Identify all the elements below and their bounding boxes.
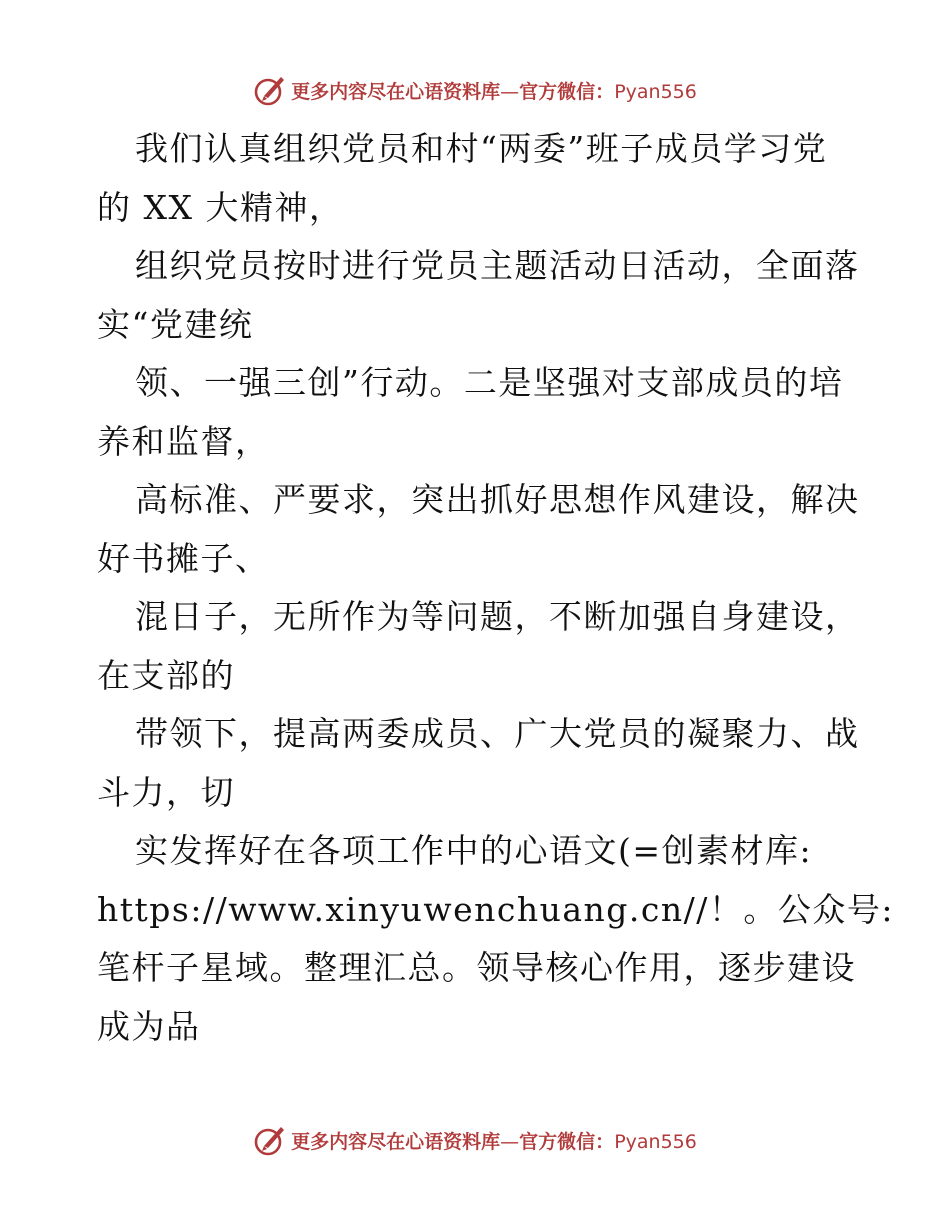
body-line: 在支部的 — [97, 655, 235, 695]
body-line: 领、一强三创”行动。二是坚强对支部成员的培 — [135, 363, 844, 402]
watermark-wechat-id: Pyan556 — [614, 1130, 697, 1153]
body-line: 实发挥好在各项工作中的心语文(=创素材库: — [135, 831, 813, 870]
body-line: 混日子，无所作为等问题，不断加强自身建设， — [135, 597, 860, 636]
watermark-wechat-label: 官方微信： — [519, 1130, 615, 1153]
quill-pen-circle-icon — [253, 1123, 287, 1157]
body-line: 我们认真组织党员和村“两委”班子成员学习党 — [135, 129, 828, 168]
document-body — [97, 120, 894, 1056]
body-line: 组织党员按时进行党员主题活动日活动，全面落 — [135, 246, 860, 285]
watermark-wechat-label: 官方微信： — [519, 80, 615, 103]
quill-pen-circle-icon — [253, 73, 287, 107]
body-line: 斗力，切 — [97, 772, 235, 812]
body-line: https://www.xinyuwenchuang.cn//！。公众号: — [97, 889, 894, 929]
header-watermark — [0, 70, 950, 110]
body-line: 成为品 — [97, 1006, 201, 1046]
watermark-dash: — — [500, 1130, 520, 1153]
footer-watermark — [0, 1120, 950, 1160]
body-line: 养和监督， — [97, 421, 270, 461]
watermark-text — [291, 1127, 697, 1154]
watermark-site-text: 更多内容尽在心语资料库 — [291, 80, 501, 103]
watermark-text — [291, 77, 697, 104]
body-line: 笔杆子星域。整理汇总。领导核心作用，逐步建设 — [97, 948, 856, 987]
body-line: 高标准、严要求，突出抓好思想作风建设，解决 — [135, 480, 860, 519]
body-line: 带领下，提高两委成员、广大党员的凝聚力、战 — [135, 714, 860, 753]
watermark-dash: — — [500, 80, 520, 103]
watermark-site-text: 更多内容尽在心语资料库 — [291, 1130, 501, 1153]
watermark-wechat-id: Pyan556 — [614, 80, 697, 103]
body-line: 好书摊子、 — [97, 538, 270, 578]
body-line: 的 XX 大精神， — [97, 187, 344, 227]
body-line: 实“党建统 — [97, 304, 254, 344]
